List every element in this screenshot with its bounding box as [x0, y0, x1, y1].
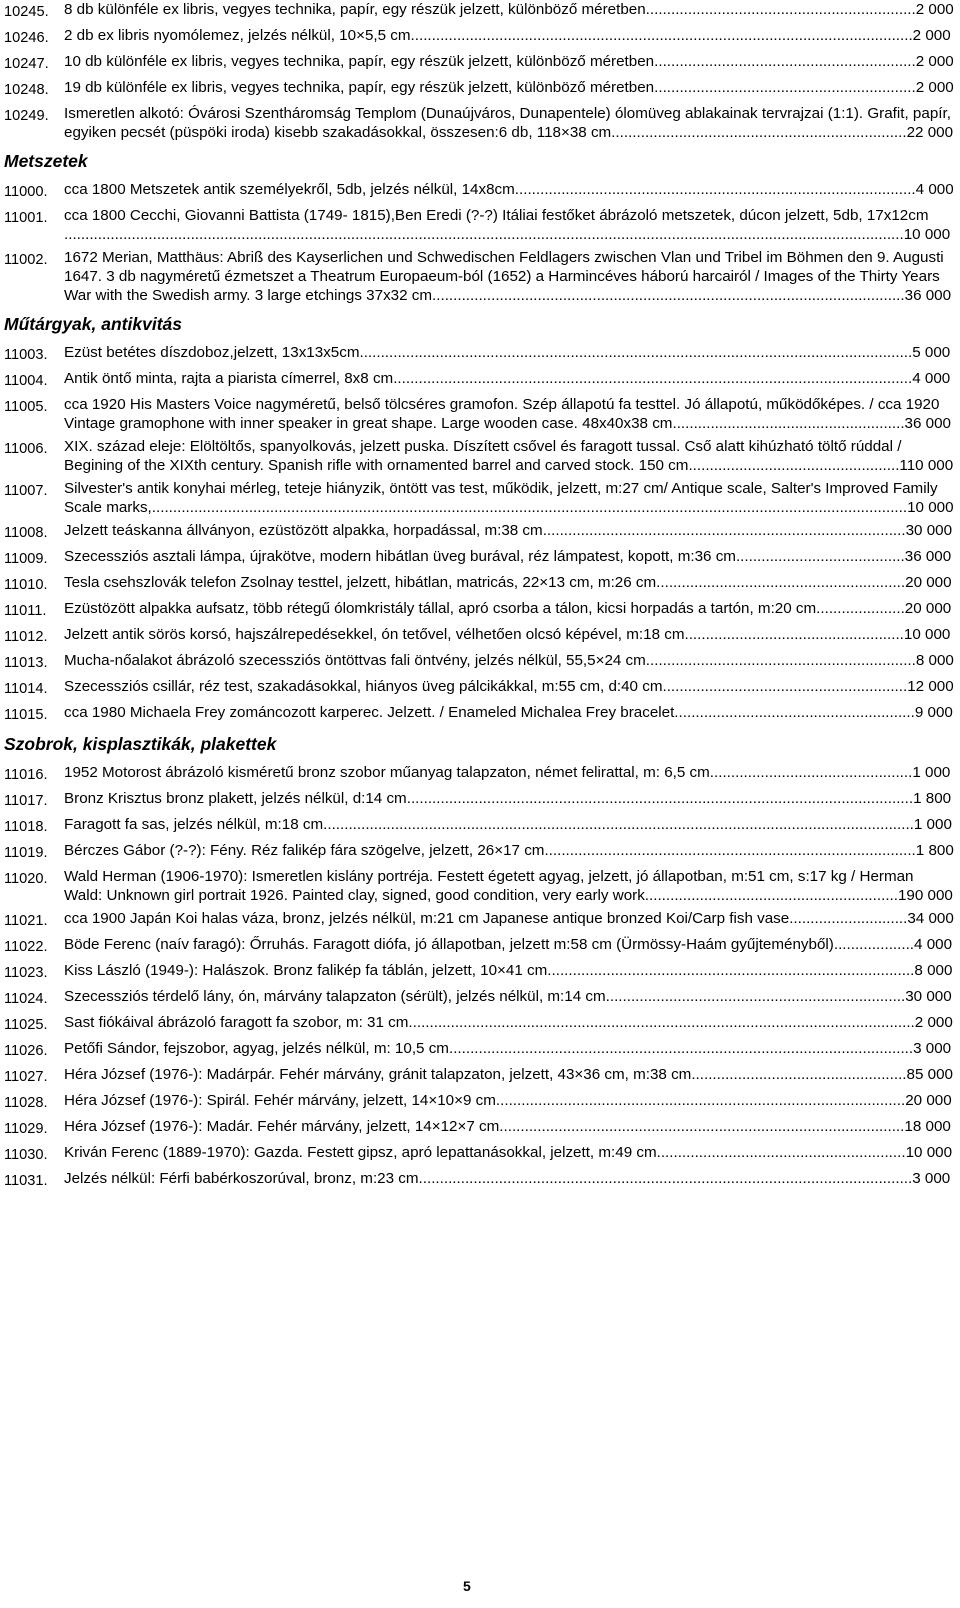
dot-leader-holder — [64, 225, 950, 244]
lot-entry — [4, 841, 956, 863]
lot-entry — [4, 52, 956, 74]
lot-price: 30 000 — [905, 522, 953, 539]
lot-price: 10 000 — [903, 626, 951, 643]
lot-entry — [4, 1169, 956, 1191]
lot-description-line — [64, 599, 956, 618]
lot-number: 10245. — [4, 4, 49, 20]
lot-description: Szecessziós térdelő lány, ón, márvány talapzaton (sérült), jelzés nélkül, m:14 cm — [64, 988, 606, 1005]
dot-leader: ............................ — [789, 910, 908, 927]
section-heading: Szobrok, kisplasztikák, plakettek — [4, 734, 277, 754]
dot-leader-holder — [496, 1091, 952, 1110]
dot-leader: .................................................. — [688, 457, 900, 474]
lot-entry — [4, 867, 956, 905]
dot-leader: ................................................ — [709, 764, 913, 781]
lot-price: 20 000 — [905, 1092, 952, 1109]
lot-entry — [4, 479, 956, 517]
lot-price: 22 000 — [906, 124, 954, 141]
lot-description-line — [64, 437, 956, 475]
lot-description: Jelzett antik sörös korsó, hajszálrepedésekkel, ón tetővel, vélhetően olcsó képével, m:18 cm — [64, 626, 685, 643]
lot-description: Héra József (1976-): Madár. Fehér márvány, jelzett, 14×12×7 cm — [64, 1118, 500, 1135]
lot-entry — [4, 1143, 956, 1165]
lot-price: 2 000 — [914, 1014, 953, 1031]
dot-leader-holder — [654, 78, 954, 97]
dot-leader: ........................................................... — [656, 1144, 906, 1161]
lot-price: 34 000 — [907, 910, 954, 927]
dot-leader-holder — [323, 815, 952, 834]
lot-entry — [4, 521, 956, 543]
lot-description: Kiss László (1949-): Halászok. Bronz falikép fa táblán, jelzett, 10×41 cm — [64, 962, 548, 979]
lot-description-line — [64, 867, 956, 905]
lot-description: Faragott fa sas, jelzés nélkül, m:18 cm — [64, 816, 324, 833]
lot-entry — [4, 935, 956, 957]
lot-description-line — [64, 479, 956, 517]
lot-price: 36 000 — [904, 287, 952, 304]
dot-leader: ...................................................................... — [611, 124, 907, 141]
dot-leader-holder — [611, 123, 953, 142]
dot-leader: ............................................................................................... — [514, 181, 916, 198]
dot-leader: ........................................................... — [656, 574, 906, 591]
dot-leader: ........................................................................................................................ — [408, 1014, 915, 1031]
lot-description-line — [64, 789, 956, 808]
lot-entry — [4, 248, 956, 305]
lot-description-line — [64, 1013, 956, 1032]
lot-entry — [4, 677, 956, 699]
section-heading: Műtárgyak, antikvitás — [4, 314, 182, 334]
lot-number: 11005. — [4, 399, 48, 415]
lot-price: 85 000 — [906, 1066, 953, 1083]
dot-leader: ....................................................................................... — [547, 962, 915, 979]
lot-entry — [4, 1039, 956, 1061]
lot-price: 4 000 — [914, 936, 953, 953]
lot-description-line — [64, 180, 956, 199]
lot-price: 2 000 — [915, 79, 954, 96]
dot-leader: ................................................... — [691, 1066, 907, 1083]
dot-leader-holder — [646, 0, 954, 19]
dot-leader: ........................................................................................................................... — [393, 370, 913, 387]
dot-leader: ...................................................................................... — [542, 522, 906, 539]
lot-price: 9 000 — [914, 704, 953, 721]
lot-number: 11019. — [4, 845, 48, 861]
dot-leader: ................................................................ — [645, 652, 916, 669]
lot-number: 11011. — [4, 603, 47, 619]
lot-price: 1 800 — [915, 842, 954, 859]
lot-description-line — [64, 1039, 956, 1058]
lot-description-line — [64, 369, 956, 388]
lot-number: 11021. — [4, 913, 48, 929]
section-heading: Metszetek — [4, 151, 88, 171]
lot-description: 10 db különféle ex libris, vegyes technika, papír, egy részük jelzett, különböző méretben — [64, 53, 655, 70]
lot-entry — [4, 343, 956, 365]
lot-description-line — [64, 206, 956, 244]
lot-description-line — [64, 625, 956, 644]
lot-description: Mucha-nőalakot ábrázoló szecessziós öntöttvas fali öntvény, jelzés nélkül, 55,5×24 cm — [64, 652, 646, 669]
lot-description-line — [64, 703, 956, 722]
lot-description: cca 1920 His Masters Voice nagyméretű, belső tölcséres gramofon. Szép állapotú fa testtel. Jó állapotú, működőképes. / cca 1920 Vintage gramophone with inner speaker in great shape. Large wooden case. 48x40x38 cm — [64, 396, 944, 432]
lot-price: 1 000 — [912, 764, 951, 781]
lot-price: 190 000 — [897, 887, 953, 904]
lot-price: 36 000 — [904, 415, 951, 432]
dot-leader-holder — [816, 599, 951, 618]
lot-number: 11000. — [4, 184, 48, 200]
dot-leader-holder — [688, 456, 953, 475]
lot-number: 11014. — [4, 681, 48, 697]
lot-description: 2 db ex libris nyomólemez, jelzés nélkül, 10×5,5 cm — [64, 27, 411, 44]
lot-description: 1672 Merian, Matthäus: Abriß des Kayserlichen und Schwedischen Feldlagers zwischen Vlan und Tribel im Böhmen den 9. Augusti 1647. 3 db nagyméretű ézmetszet a Theatrum Europaeum-ból (1652) a Harmincéves háború harcairól / Images of the Thirty Years War with the Swedish army. 3 large etchings 37x32 cm — [64, 249, 948, 304]
lot-description: Silvester's antik konyhai mérleg, teteje hiányzik, öntött vas test, működik, jelzett, m:27 cm/ Antique scale, Salter's Improved Family Scale marks, — [64, 480, 942, 516]
lot-description: Tesla csehszlovák telefon Zsolnay testtel, jelzett, hibátlan, matricás, 22×13 cm, m:26 cm — [64, 574, 657, 591]
dot-leader: ....................................................... — [672, 415, 905, 432]
lot-price: 30 000 — [905, 988, 952, 1005]
lot-description: cca 1800 Cecchi, Giovanni Battista (1749- 1815),Ben Eredi (?-?) Itáliai festőket ábrázoló metszetek, dúcon jelzett, 5db, 17x12cm — [64, 207, 929, 224]
lot-entry — [4, 1065, 956, 1087]
dot-leader: ............................................................ — [644, 887, 898, 904]
lot-description-line — [64, 961, 956, 980]
lot-description: Petőfi Sándor, fejszobor, agyag, jelzés nélkül, m: 10,5 cm — [64, 1040, 449, 1057]
lot-number: 11001. — [4, 210, 48, 226]
dot-leader-holder — [359, 343, 950, 362]
lot-entry — [4, 573, 956, 595]
lot-price: 110 000 — [899, 457, 954, 474]
lot-entry — [4, 961, 956, 983]
lot-entry — [4, 395, 956, 433]
dot-leader-holder — [499, 1117, 951, 1136]
dot-leader-holder — [710, 763, 951, 782]
dot-leader-holder — [606, 987, 952, 1006]
lot-number: 11018. — [4, 819, 48, 835]
dot-leader-holder — [449, 1039, 951, 1058]
lot-number: 10249. — [4, 108, 49, 124]
lot-price: 36 000 — [904, 548, 952, 565]
lot-description: Wald Herman (1906-1970): Ismeretlen kislány portréja. Festett égetett agyag, jelzett, jó állapotban, m:51 cm, s:17 kg / Herman Wald: Unknown girl portrait 1926. Painted clay, signed, good condition, very early work — [64, 868, 918, 904]
lot-entry — [4, 651, 956, 673]
lot-entry — [4, 815, 956, 837]
dot-leader-holder — [411, 26, 951, 45]
lot-description: Böde Ferenc (naív faragó): Őrruhás. Faragott diófa, jó állapotban, jelzett m:58 cm (Ürmössy-Haám gyűjteményből) — [64, 936, 834, 953]
lot-description: Szecessziós asztali lámpa, újrakötve, modern hibátlan üveg burával, réz lámpatest, kopott, m:36 cm — [64, 548, 736, 565]
lot-description: Héra József (1976-): Madárpár. Fehér márvány, gránit talapzaton, jelzett, 43×36 cm, m:38 cm — [64, 1066, 692, 1083]
lot-description-line — [64, 248, 956, 305]
dot-leader: ..................................................................................................................... — [418, 1170, 913, 1187]
lot-price: 1 800 — [913, 790, 952, 807]
lot-price: 3 000 — [913, 1040, 952, 1057]
dot-leader: .............................................................................................................. — [448, 1040, 914, 1057]
lot-description: cca 1800 Metszetek antik személyekről, 5db, jelzés nélkül, 14x8cm — [64, 181, 515, 198]
dot-leader-holder — [657, 1143, 952, 1162]
lot-description-line — [64, 815, 956, 834]
lot-number: 10247. — [4, 56, 49, 72]
lot-number: 11004. — [4, 373, 48, 389]
lot-price: 10 000 — [905, 1144, 953, 1161]
lot-number: 11007. — [4, 483, 48, 499]
lot-entry — [4, 987, 956, 1009]
lot-description: Szecessziós csillár, réz test, szakadásokkal, hiányos üveg pálcikákkal, m:55 cm, d:40 cm — [64, 678, 663, 695]
lot-description-line — [64, 651, 956, 670]
dot-leader-holder — [543, 521, 952, 540]
lot-description: Sast fiókáival ábrázoló faragott fa szobor, m: 31 cm — [64, 1014, 409, 1031]
lot-number: 11003. — [4, 347, 48, 363]
dot-leader: ............................................................................................................................................ — [323, 816, 914, 833]
dot-leader-holder — [408, 1013, 952, 1032]
lot-entry — [4, 763, 956, 785]
lot-number: 10246. — [4, 30, 49, 46]
lot-description-line — [64, 763, 956, 782]
dot-leader-holder — [684, 625, 950, 644]
lot-price: 18 000 — [904, 1118, 951, 1135]
lot-number: 11025. — [4, 1017, 48, 1033]
lot-number: 10248. — [4, 82, 49, 98]
dot-leader: ................... — [833, 936, 915, 953]
lot-description: cca 1980 Michaela Frey zománcozott karperec. Jelzett. / Enameled Michalea Frey bracelet. — [64, 704, 679, 721]
catalog-page — [4, 0, 956, 1195]
lot-entry — [4, 599, 956, 621]
lot-description-line — [64, 987, 956, 1006]
lot-entry — [4, 104, 956, 142]
lot-description: Antik öntő minta, rajta a piarista címerrel, 8x8 cm — [64, 370, 394, 387]
lot-price: 4 000 — [915, 181, 954, 198]
dot-leader-holder — [654, 52, 954, 71]
dot-leader: ........................................................................................ — [544, 842, 916, 859]
dot-leader: .............................................................. — [654, 79, 916, 96]
lot-entry — [4, 909, 956, 931]
lot-price: 12 000 — [907, 678, 954, 695]
dot-leader: ....................................................................................................................... — [410, 27, 913, 44]
lot-number: 11031. — [4, 1173, 48, 1189]
dot-leader-holder — [419, 1169, 951, 1188]
lot-description: cca 1900 Japán Koi halas váza, bronz, jelzés nélkül, m:21 cm Japanese antique bronzed Koi/Carp fish vase — [64, 910, 790, 927]
dot-leader: ....................................................................... — [605, 988, 906, 1005]
dot-leader-holder — [432, 286, 951, 305]
lot-description-line — [64, 677, 956, 696]
dot-leader-holder — [656, 573, 951, 592]
dot-leader-holder — [672, 414, 951, 433]
lot-description-line — [64, 26, 956, 45]
lot-description-line — [64, 343, 956, 362]
lot-description: Héra József (1976-): Spirál. Fehér márvány, jelzett, 14×10×9 cm — [64, 1092, 496, 1109]
lot-entry — [4, 180, 956, 202]
dot-leader-holder — [789, 909, 954, 928]
lot-description-line — [64, 1143, 956, 1162]
lot-entry — [4, 369, 956, 391]
lot-number: 11015. — [4, 707, 48, 723]
lot-entry — [4, 437, 956, 475]
lot-entry — [4, 547, 956, 569]
lot-description: Jelzett teáskanna állványon, ezüstözött alpakka, horpadással, m:38 cm — [64, 522, 543, 539]
lot-description: Ezüst betétes díszdoboz,jelzett, 13x13x5cm — [64, 344, 360, 361]
lot-description-line — [64, 104, 956, 142]
dot-leader-holder — [736, 547, 951, 566]
lot-number: 11027. — [4, 1069, 48, 1085]
dot-leader: ................................................................................................. — [495, 1092, 906, 1109]
lot-description-line — [64, 395, 956, 433]
lot-price: 10 000 — [903, 226, 951, 243]
dot-leader: ................................................................ — [645, 1, 916, 18]
lot-number: 11002. — [4, 252, 48, 268]
lot-price: 1 000 — [913, 816, 952, 833]
lot-description-line — [64, 78, 956, 97]
lot-price: 20 000 — [905, 574, 952, 591]
lot-description-line — [64, 573, 956, 592]
lot-price: 20 000 — [904, 600, 952, 617]
lot-number: 11012. — [4, 629, 48, 645]
dot-leader: .................................................... — [684, 626, 904, 643]
dot-leader: ................................................................................................................................... — [359, 344, 913, 361]
dot-leader: .......................................................... — [662, 678, 908, 695]
lot-price: 2 000 — [915, 53, 954, 70]
lot-number: 11029. — [4, 1121, 48, 1137]
lot-description: 8 db különféle ex libris, vegyes technika, papír, egy részük jelzett, különböző méretben — [64, 1, 646, 18]
lot-number: 11024. — [4, 991, 48, 1007]
lot-description-line — [64, 935, 956, 954]
dot-leader-holder — [547, 961, 952, 980]
lot-price: 2 000 — [915, 1, 954, 18]
dot-leader-holder — [662, 677, 953, 696]
dot-leader-holder — [645, 886, 953, 905]
lot-description: Ismeretlen alkotó: Óvárosi Szentháromság Templom (Dunaújváros, Dunapentele) ólomüveg ablakainak tervrajzai (1:1). Grafit, papír, egyiken pecsét (püspöki iroda) kisebb szakadásokkal, összesen:6 db, 118×38 cm — [64, 105, 956, 141]
lot-description: Jelzés nélkül: Férfi babérkoszorúval, bronz, m:23 cm — [64, 1170, 419, 1187]
lot-description-line — [64, 1091, 956, 1110]
lot-number: 11028. — [4, 1095, 48, 1111]
dot-leader-holder — [646, 651, 954, 670]
lot-entry — [4, 703, 956, 725]
lot-entry — [4, 0, 956, 22]
lot-number: 11030. — [4, 1147, 48, 1163]
dot-leader-holder — [679, 703, 953, 722]
lot-number: 11023. — [4, 965, 48, 981]
dot-leader: ....................................................................................................................................................................................................... — [64, 226, 904, 243]
dot-leader: ........................................................ — [678, 704, 915, 721]
dot-leader: ................................................................................................................ — [432, 287, 905, 304]
lot-number: 11020. — [4, 871, 48, 887]
lot-description: Ezüstözött alpakka aufsatz, több rétegű ólomkristály tállal, apró csorba a tálon, kicsi horpadás a tartón, m:20 cm — [64, 600, 817, 617]
page-number: 5 — [463, 1578, 471, 1594]
lot-number: 11008. — [4, 525, 48, 541]
dot-leader: ................................................................................................................................................................................... — [151, 499, 908, 516]
lot-description: 19 db különféle ex libris, vegyes technika, papír, egy részük jelzett, különböző méretben — [64, 79, 655, 96]
lot-price: 10 000 — [907, 499, 954, 516]
lot-description-line — [64, 521, 956, 540]
dot-leader-holder — [834, 935, 952, 954]
lot-number: 11010. — [4, 577, 48, 593]
lot-entry — [4, 1013, 956, 1035]
lot-number: 11013. — [4, 655, 48, 671]
lot-entry — [4, 206, 956, 244]
lot-entry — [4, 26, 956, 48]
lot-price: 8 000 — [915, 652, 954, 669]
dot-leader-holder — [393, 369, 950, 388]
lot-entry — [4, 78, 956, 100]
dot-leader: ................................................................................................ — [499, 1118, 905, 1135]
lot-description: XIX. század eleje: Elöltöltős, spanyolkovás, jelzett puska. Díszített csővel és faragott tussal. Cső alatt kihúzható töltő rúddal / Begining of the XIXth century. Spanish rifle with ornamented barrel and carved stock. 150 cm — [64, 438, 906, 474]
dot-leader-holder — [515, 180, 954, 199]
dot-leader: .............................................................. — [654, 53, 916, 70]
lot-description-line — [64, 1117, 956, 1136]
lot-number: 11022. — [4, 939, 48, 955]
lot-entry — [4, 789, 956, 811]
dot-leader: ........................................ — [735, 548, 905, 565]
lot-price: 3 000 — [912, 1170, 951, 1187]
lot-description: Bérczes Gábor (?-?): Fény. Réz falikép fára szögelve, jelzett, 26×17 cm — [64, 842, 545, 859]
lot-description: Kriván Ferenc (1889-1970): Gazda. Festett gipsz, apró lepattanásokkal, jelzett, m:49 cm — [64, 1144, 657, 1161]
lot-description-line — [64, 1169, 956, 1188]
lot-description: 1952 Motorost ábrázoló kisméretű bronz szobor műanyag talapzaton, német felirattal, m: 6,5 cm — [64, 764, 710, 781]
dot-leader-holder — [691, 1065, 953, 1084]
lot-description-line — [64, 841, 956, 860]
lot-number: 11026. — [4, 1043, 48, 1059]
dot-leader: ........................................................................................................................ — [406, 790, 914, 807]
lot-description-line — [64, 0, 956, 19]
dot-leader-holder — [152, 498, 954, 517]
lot-description: Bronz Krisztus bronz plakett, jelzés nélkül, d:14 cm — [64, 790, 407, 807]
lot-price: 5 000 — [912, 344, 951, 361]
lot-description-line — [64, 547, 956, 566]
dot-leader-holder — [407, 789, 951, 808]
lot-price: 4 000 — [912, 370, 951, 387]
lot-number: 11016. — [4, 767, 48, 783]
lot-entry — [4, 625, 956, 647]
dot-leader: ..................... — [816, 600, 905, 617]
lot-description-line — [64, 909, 956, 928]
lot-number: 11006. — [4, 441, 48, 457]
lot-entry — [4, 1117, 956, 1139]
lot-price: 8 000 — [914, 962, 953, 979]
lot-number: 11009. — [4, 551, 48, 567]
lot-entry — [4, 1091, 956, 1113]
dot-leader-holder — [544, 841, 953, 860]
lot-description-line — [64, 1065, 956, 1084]
lot-number: 11017. — [4, 793, 48, 809]
lot-description-line — [64, 52, 956, 71]
lot-price: 2 000 — [912, 27, 951, 44]
